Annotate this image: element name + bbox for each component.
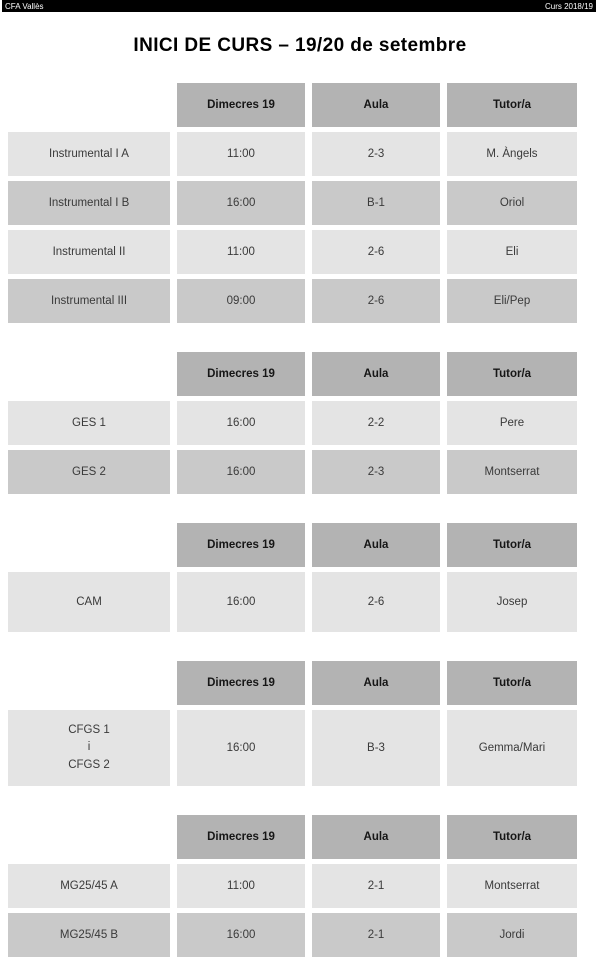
header-left-text: CFA Vallès xyxy=(5,1,44,11)
cell-tutor: Gemma/Mari xyxy=(447,710,577,786)
empty-corner-cell xyxy=(8,661,170,705)
cell-time: 11:00 xyxy=(177,864,305,908)
column-header-room: Aula xyxy=(312,815,440,859)
cell-tutor: Montserrat xyxy=(447,864,577,908)
column-header-tutor: Tutor/a xyxy=(447,661,577,705)
cell-time: 16:00 xyxy=(177,913,305,957)
cell-course: Instrumental III xyxy=(8,279,170,323)
cell-tutor: Eli/Pep xyxy=(447,279,577,323)
cell-room: 2-1 xyxy=(312,913,440,957)
column-header-room: Aula xyxy=(312,523,440,567)
cell-room: 2-6 xyxy=(312,572,440,632)
empty-corner-cell xyxy=(8,815,170,859)
column-header-day: Dimecres 19 xyxy=(177,352,305,396)
cell-tutor: Pere xyxy=(447,401,577,445)
cell-room: B-1 xyxy=(312,181,440,225)
cell-tutor: M. Àngels xyxy=(447,132,577,176)
header-right-text: Curs 2018/19 xyxy=(544,1,593,11)
course-line: CFGS 2 xyxy=(68,758,110,771)
schedule-table-mg xyxy=(8,815,577,957)
empty-corner-cell xyxy=(8,352,170,396)
cell-tutor: Eli xyxy=(447,230,577,274)
column-header-day: Dimecres 19 xyxy=(177,523,305,567)
cell-time: 11:00 xyxy=(177,132,305,176)
column-header-tutor: Tutor/a xyxy=(447,815,577,859)
column-header-day: Dimecres 19 xyxy=(177,815,305,859)
cell-course: Instrumental I A xyxy=(8,132,170,176)
cell-tutor: Oriol xyxy=(447,181,577,225)
empty-corner-cell xyxy=(8,83,170,127)
cell-course xyxy=(8,710,170,786)
schedule-tables xyxy=(8,83,577,957)
course-multiline xyxy=(68,722,110,774)
column-header-tutor: Tutor/a xyxy=(447,83,577,127)
cell-course: MG25/45 B xyxy=(8,913,170,957)
cell-room: 2-3 xyxy=(312,450,440,494)
cell-room: 2-6 xyxy=(312,230,440,274)
cell-room: 2-3 xyxy=(312,132,440,176)
cell-time: 16:00 xyxy=(177,401,305,445)
schedule-table-instrumental xyxy=(8,83,577,323)
column-header-day: Dimecres 19 xyxy=(177,83,305,127)
cell-course: CAM xyxy=(8,572,170,632)
column-header-room: Aula xyxy=(312,352,440,396)
schedule-table-ges xyxy=(8,352,577,494)
cell-time: 16:00 xyxy=(177,181,305,225)
document-header-bar xyxy=(2,0,596,12)
cell-room: 2-2 xyxy=(312,401,440,445)
cell-time: 11:00 xyxy=(177,230,305,274)
column-header-day: Dimecres 19 xyxy=(177,661,305,705)
cell-course: Instrumental II xyxy=(8,230,170,274)
cell-course: Instrumental I B xyxy=(8,181,170,225)
cell-room: 2-6 xyxy=(312,279,440,323)
empty-corner-cell xyxy=(8,523,170,567)
cell-course: GES 2 xyxy=(8,450,170,494)
page-title: INICI DE CURS – 19/20 de setembre xyxy=(133,35,467,56)
column-header-room: Aula xyxy=(312,83,440,127)
cell-time: 09:00 xyxy=(177,279,305,323)
cell-time: 16:00 xyxy=(177,710,305,786)
course-line: CFGS 1 xyxy=(68,724,110,737)
cell-course: GES 1 xyxy=(8,401,170,445)
column-header-room: Aula xyxy=(312,661,440,705)
schedule-table-cam xyxy=(8,523,577,632)
schedule-table-cfgs xyxy=(8,661,577,786)
cell-tutor: Montserrat xyxy=(447,450,577,494)
cell-tutor: Jordi xyxy=(447,913,577,957)
cell-course: MG25/45 A xyxy=(8,864,170,908)
cell-tutor: Josep xyxy=(447,572,577,632)
column-header-tutor: Tutor/a xyxy=(447,523,577,567)
cell-room: B-3 xyxy=(312,710,440,786)
course-line: i xyxy=(87,741,91,754)
cell-time: 16:00 xyxy=(177,572,305,632)
column-header-tutor: Tutor/a xyxy=(447,352,577,396)
cell-room: 2-1 xyxy=(312,864,440,908)
cell-time: 16:00 xyxy=(177,450,305,494)
